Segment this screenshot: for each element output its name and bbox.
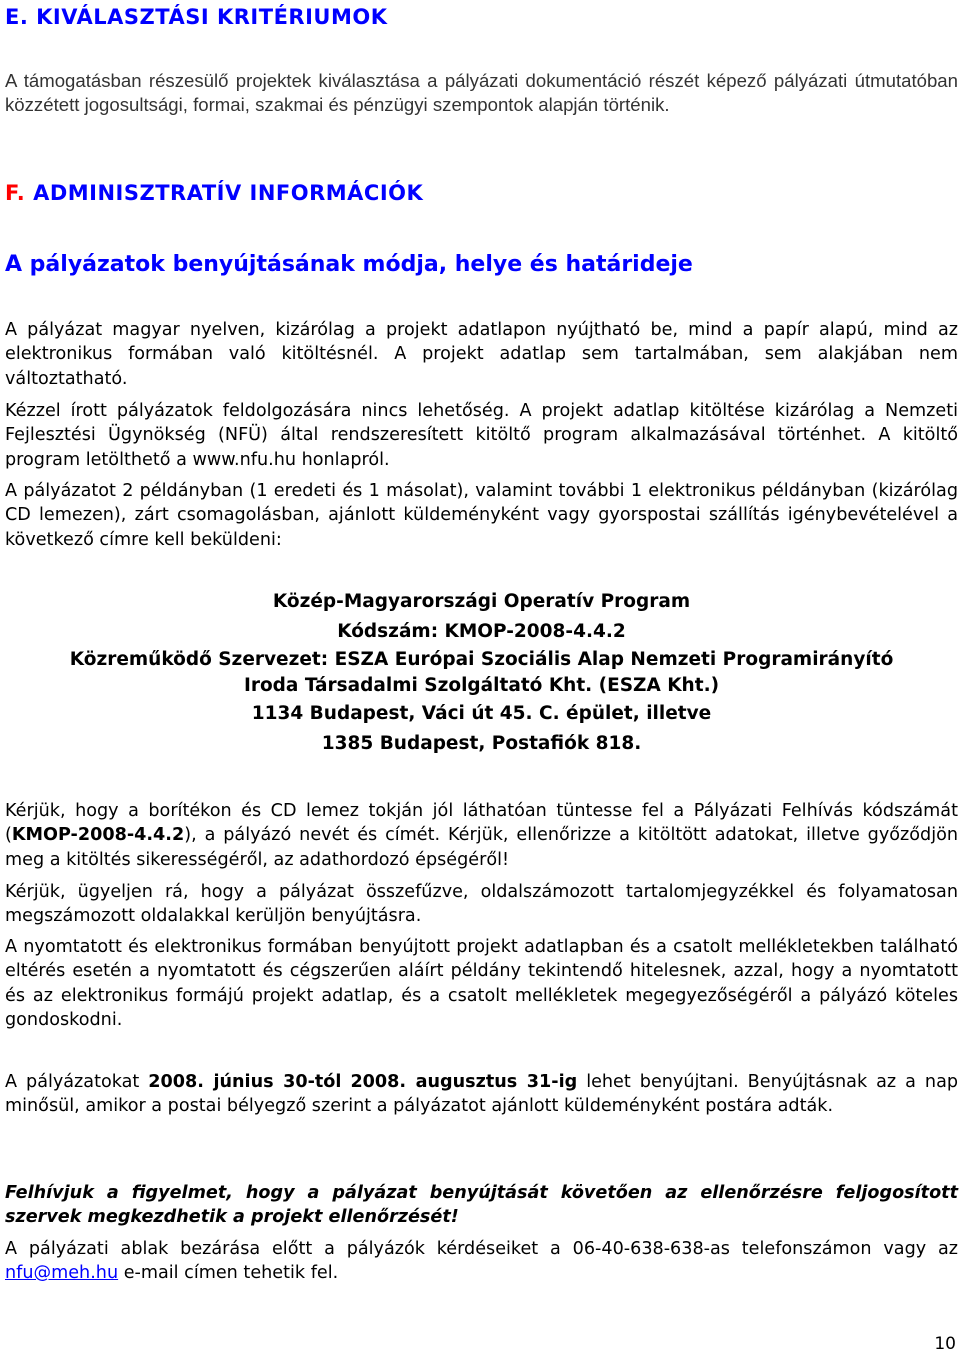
deadline-date-from: 2008. június 30-tól — [148, 1072, 342, 1092]
address-org-line1: Közreműködő Szervezet: ESZA Európai Szociális Alap Nemzeti Programirányító — [69, 649, 894, 670]
section-f-title: ADMINISZTRATÍV INFORMÁCIÓK — [33, 181, 424, 205]
paragraph-questions — [5, 1237, 958, 1286]
paragraph-language: A pályázat magyar nyelven, kizárólag a projekt adatlapon nyújtható be, mind a papír alapú, mind az elektronikus formában való kitöltésnél. A projekt adatlap sem tartalmában, sem alakjában nem változtatható. — [5, 320, 958, 389]
address-program: Közép-Magyarországi Operatív Program — [272, 591, 691, 612]
intro-paragraph: A támogatásban részesülő projektek kiválasztása a pályázati dokumentáció részét képező pályázati útmutatóban közzétett jogosultsági, formai, szakmai és pénzügyi szempontok alapján történik. — [5, 70, 958, 116]
address-org-line2: Iroda Társadalmi Szolgáltató Kht. (ESZA Kht.) — [243, 675, 720, 696]
paragraph-binding: Kérjük, ügyeljen rá, hogy a pályázat összefűzve, oldalszámozott tartalomjegyzékkel és folyamatosan megszámozott oldalakkal kerüljön benyújtásra. — [5, 882, 958, 927]
address-block — [5, 587, 958, 759]
questions-text-after: e-mail címen tehetik fel. — [118, 1263, 339, 1284]
paragraph-envelope — [5, 799, 958, 872]
address-street: 1134 Budapest, Váci út 45. C. épület, illetve — [251, 703, 712, 724]
envelope-text-after: ), a pályázó nevét és címét. Kérjük, ellenőrizze a kitöltött adatokat, illetve győződjön meg a kitöltés sikerességéről, az adathordozó épségéről! — [5, 825, 958, 870]
notice-paragraph: Felhívjuk a figyelmet, hogy a pályázat benyújtását követően az ellenőrzésre feljogosított szervek megkezdhetik a projekt ellenőrzését! — [5, 1183, 958, 1228]
page-number: 10 — [934, 1334, 956, 1354]
section-f-letter: F. — [5, 181, 26, 205]
deadline-date-to: 2008. augusztus 31-ig — [350, 1072, 578, 1092]
deadline-text-before: A pályázatokat — [5, 1072, 149, 1092]
address-pobox: 1385 Budapest, Postafiók 818. — [321, 733, 642, 754]
envelope-code: KMOP-2008-4.4.2 — [11, 825, 185, 846]
submission-subheading: A pályázatok benyújtásának módja, helye és határideje — [5, 252, 693, 277]
section-f-heading — [5, 181, 423, 205]
envelope-text-before: Kérjük, hogy a borítékon és CD lemez tokján jól láthatóan tüntesse fel a Pályázati Felhívás kódszámát ( — [5, 801, 958, 846]
paragraph-discrepancy: A nyomtatott és elektronikus formában benyújtott projekt adatlapban és a csatolt mellékletekben található eltérés esetén a nyomtatott és cégszerűen aláírt példány tekintendő hitelesnek, azzal, hogy a nyomtatott és az elektronikus formájú projekt adatlap, és a csatolt mellékletek megegyezőségéről a pályázó köteles gondoskodni. — [5, 937, 958, 1031]
address-code: Kódszám: KMOP-2008-4.4.2 — [337, 621, 626, 642]
paragraph-copies: A pályázatot 2 példányban (1 eredeti és 1 másolat), valamint további 1 elektronikus példányban (kizárólag CD lemezen), zárt csomagolásban, ajánlott küldeményként vagy gyorspostai szállítás igénybevételével a következő címre kell beküldeni: — [5, 481, 958, 550]
paragraph-handwritten: Kézzel írott pályázatok feldolgozására nincs lehetőség. A projekt adatlap kitöltése kizárólag a Nemzeti Fejlesztési Ügynökség (NFÜ) által rendszeresített kitöltő program alkalmazásával történhet. A kitöltő program letölthető a www.nfu.hu honlapról. — [5, 401, 958, 470]
section-e-heading: E. KIVÁLASZTÁSI KRITÉRIUMOK — [5, 5, 388, 29]
email-link[interactable]: nfu@meh.hu — [5, 1263, 119, 1284]
questions-text-before: A pályázati ablak bezárása előtt a pályázók kérdéseiket a 06-40-638-638-as telefonszámon vagy az — [5, 1239, 958, 1259]
paragraph-deadline — [5, 1070, 958, 1119]
deadline-text-after: lehet benyújtani. Benyújtásnak az a nap minősül, amikor a postai bélyegző szerint a pályázatot ajánlott küldeményként postára adták. — [5, 1072, 959, 1117]
